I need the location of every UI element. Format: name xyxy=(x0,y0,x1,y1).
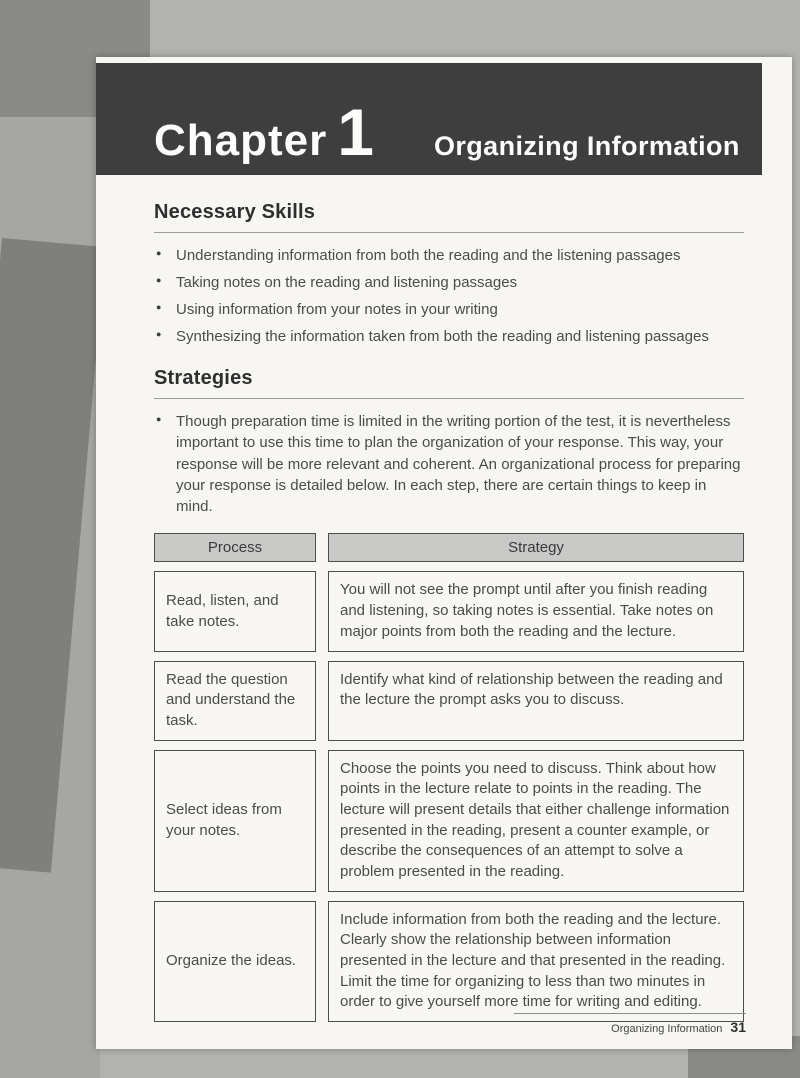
book-page xyxy=(96,57,792,1049)
skill-item: ● Synthesizing the information taken from both the reading and listening passages xyxy=(154,326,744,347)
process-cell: Read the question and understand the task. xyxy=(154,661,316,741)
chapter-label: Chapter xyxy=(154,116,328,165)
chapter-header-bar xyxy=(96,63,762,175)
skill-item: ● Understanding information from both the reading and the listening passages xyxy=(154,245,744,266)
strategies-intro: ● Though preparation time is limited in the writing portion of the test, it is nevertheless important to use this time to plan the organization of your response. This way, your response will be more relevant and coherent. An organizational process for preparing your response is detailed below. In each step, there are certain things to keep in mind. xyxy=(154,411,744,517)
strategies-heading: Strategies xyxy=(154,367,744,399)
chapter-title: Organizing Information xyxy=(433,131,740,161)
necessary-skills-heading: Necessary Skills xyxy=(154,201,744,233)
process-cell: Read, listen, and take notes. xyxy=(154,571,316,651)
table-header-strategy: Strategy xyxy=(328,533,744,562)
strategies-list xyxy=(154,411,744,517)
process-strategy-table xyxy=(154,533,744,1022)
strategy-cell: Identify what kind of relationship between the reading and the lecture the prompt asks you to discuss. xyxy=(328,661,744,741)
footer-section-title: Organizing Information xyxy=(611,1023,723,1035)
necessary-skills-list xyxy=(154,245,744,347)
page-content xyxy=(96,175,792,1022)
strategy-cell: Choose the points you need to discuss. Think about how points in the lecture relate to points in the reading. The lecture will present details that either challenge information presented in the reading, present a counter example, or describe the consequences of an attempt to solve a problem presented in the reading. xyxy=(328,750,744,892)
chapter-number: 1 xyxy=(337,95,374,169)
strategy-cell: Include information from both the reading and the lecture. Clearly show the relationship between information presented in the lecture and that presented in the reading. Limit the time for organizing to less than two minutes in order to give yourself more time for writing and editing. xyxy=(328,901,744,1022)
table-header-process: Process xyxy=(154,533,316,562)
process-cell: Organize the ideas. xyxy=(154,901,316,1022)
process-cell: Select ideas from your notes. xyxy=(154,750,316,892)
skill-item: ● Taking notes on the reading and listening passages xyxy=(154,272,744,293)
skill-item: ● Using information from your notes in your writing xyxy=(154,299,744,320)
strategy-cell: You will not see the prompt until after you finish reading and listening, so taking notes is essential. Take notes on major points from both the reading and the lecture. xyxy=(328,571,744,651)
footer-page-number: 31 xyxy=(730,1019,746,1035)
page-footer xyxy=(514,1013,746,1037)
